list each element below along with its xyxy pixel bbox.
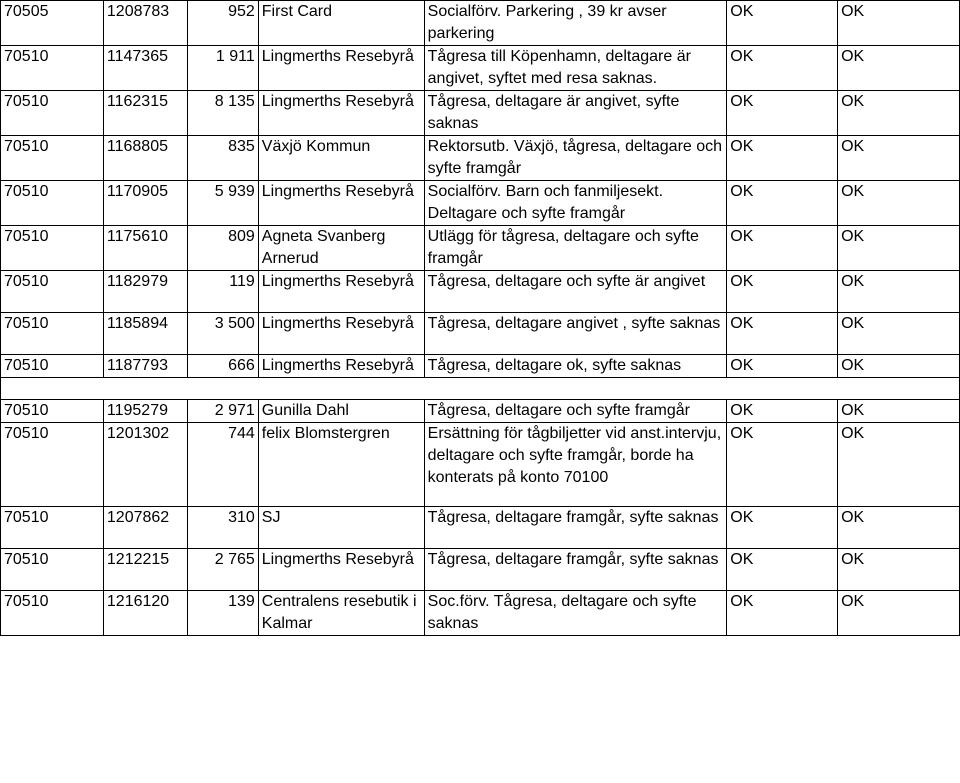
check1-cell: OK (727, 271, 838, 313)
check1-cell: OK (727, 1, 838, 46)
check2-cell: OK (838, 1, 960, 46)
spacer-cell (258, 378, 424, 400)
table-row (1, 591, 960, 636)
check1-cell: OK (727, 313, 838, 355)
check2-cell: OK (838, 226, 960, 271)
voucher-cell: 1185894 (103, 313, 187, 355)
table-row (1, 423, 960, 507)
payee-cell: Lingmerths Resebyrå (258, 355, 424, 378)
description-cell: Tågresa, deltagare angivet , syfte saknas (424, 313, 727, 355)
voucher-cell: 1201302 (103, 423, 187, 507)
amount-cell: 139 (187, 591, 258, 636)
check2-cell: OK (838, 313, 960, 355)
voucher-cell: 1187793 (103, 355, 187, 378)
check1-cell: OK (727, 423, 838, 507)
table-row (1, 271, 960, 313)
check1-cell: OK (727, 591, 838, 636)
spacer-cell (838, 378, 960, 400)
check2-cell: OK (838, 549, 960, 591)
account-cell: 70510 (1, 400, 104, 423)
check2-cell: OK (838, 91, 960, 136)
voucher-cell: 1147365 (103, 46, 187, 91)
description-cell: Tågresa, deltagare och syfte framgår (424, 400, 727, 423)
check1-cell: OK (727, 400, 838, 423)
table-row (1, 181, 960, 226)
amount-cell: 3 500 (187, 313, 258, 355)
payee-cell: First Card (258, 1, 424, 46)
account-cell: 70510 (1, 136, 104, 181)
amount-cell: 8 135 (187, 91, 258, 136)
payee-cell: Gunilla Dahl (258, 400, 424, 423)
table-row (1, 400, 960, 423)
voucher-cell: 1216120 (103, 591, 187, 636)
check1-cell: OK (727, 507, 838, 549)
amount-cell: 2 971 (187, 400, 258, 423)
payee-cell: Lingmerths Resebyrå (258, 271, 424, 313)
description-cell: Tågresa, deltagare ok, syfte saknas (424, 355, 727, 378)
spacer-cell (424, 378, 727, 400)
amount-cell: 310 (187, 507, 258, 549)
table-row (1, 91, 960, 136)
account-cell: 70510 (1, 226, 104, 271)
voucher-cell: 1182979 (103, 271, 187, 313)
voucher-cell: 1208783 (103, 1, 187, 46)
table-row (1, 549, 960, 591)
check1-cell: OK (727, 91, 838, 136)
table-row (1, 313, 960, 355)
description-cell: Socialförv. Barn och fanmiljesekt. Deltagare och syfte framgår (424, 181, 727, 226)
voucher-cell: 1170905 (103, 181, 187, 226)
amount-cell: 5 939 (187, 181, 258, 226)
account-cell: 70510 (1, 181, 104, 226)
account-cell: 70505 (1, 1, 104, 46)
table-row (1, 507, 960, 549)
account-cell: 70510 (1, 549, 104, 591)
table-row (1, 136, 960, 181)
payee-cell: Lingmerths Resebyrå (258, 46, 424, 91)
table-row (1, 226, 960, 271)
payee-cell: Lingmerths Resebyrå (258, 181, 424, 226)
check1-cell: OK (727, 46, 838, 91)
account-cell: 70510 (1, 313, 104, 355)
account-cell: 70510 (1, 46, 104, 91)
payee-cell: SJ (258, 507, 424, 549)
description-cell: Utlägg för tågresa, deltagare och syfte framgår (424, 226, 727, 271)
check2-cell: OK (838, 591, 960, 636)
amount-cell: 809 (187, 226, 258, 271)
payee-cell: Agneta Svanberg Arnerud (258, 226, 424, 271)
account-cell: 70510 (1, 423, 104, 507)
check2-cell: OK (838, 271, 960, 313)
description-cell: Soc.förv. Tågresa, deltagare och syfte saknas (424, 591, 727, 636)
payee-cell: Lingmerths Resebyrå (258, 549, 424, 591)
account-cell: 70510 (1, 271, 104, 313)
check2-cell: OK (838, 507, 960, 549)
description-cell: Tågresa, deltagare och syfte är angivet (424, 271, 727, 313)
account-cell: 70510 (1, 507, 104, 549)
description-cell: Ersättning för tågbiljetter vid anst.intervju, deltagare och syfte framgår, borde ha konterats på konto 70100 (424, 423, 727, 507)
check2-cell: OK (838, 46, 960, 91)
description-cell: Tågresa, deltagare framgår, syfte saknas (424, 549, 727, 591)
check2-cell: OK (838, 355, 960, 378)
table-row (1, 355, 960, 378)
payee-cell: Lingmerths Resebyrå (258, 91, 424, 136)
voucher-cell: 1162315 (103, 91, 187, 136)
voucher-cell: 1195279 (103, 400, 187, 423)
spacer-cell (187, 378, 258, 400)
payee-cell: Växjö Kommun (258, 136, 424, 181)
check2-cell: OK (838, 423, 960, 507)
description-cell: Rektorsutb. Växjö, tågresa, deltagare och syfte framgår (424, 136, 727, 181)
amount-cell: 835 (187, 136, 258, 181)
voucher-cell: 1207862 (103, 507, 187, 549)
check1-cell: OK (727, 355, 838, 378)
description-cell: Tågresa till Köpenhamn, deltagare är angivet, syftet med resa saknas. (424, 46, 727, 91)
voucher-cell: 1175610 (103, 226, 187, 271)
voucher-cell: 1212215 (103, 549, 187, 591)
description-cell: Tågresa, deltagare är angivet, syfte saknas (424, 91, 727, 136)
payee-cell: felix Blomstergren (258, 423, 424, 507)
account-cell: 70510 (1, 355, 104, 378)
spacer-cell (103, 378, 187, 400)
check2-cell: OK (838, 136, 960, 181)
account-cell: 70510 (1, 591, 104, 636)
amount-cell: 744 (187, 423, 258, 507)
check1-cell: OK (727, 226, 838, 271)
check2-cell: OK (838, 400, 960, 423)
amount-cell: 119 (187, 271, 258, 313)
spacer-cell (727, 378, 838, 400)
payee-cell: Lingmerths Resebyrå (258, 313, 424, 355)
check2-cell: OK (838, 181, 960, 226)
check1-cell: OK (727, 181, 838, 226)
table-row (1, 1, 960, 46)
amount-cell: 2 765 (187, 549, 258, 591)
check1-cell: OK (727, 136, 838, 181)
payee-cell: Centralens resebutik i Kalmar (258, 591, 424, 636)
amount-cell: 952 (187, 1, 258, 46)
amount-cell: 666 (187, 355, 258, 378)
voucher-cell: 1168805 (103, 136, 187, 181)
account-cell: 70510 (1, 91, 104, 136)
check1-cell: OK (727, 549, 838, 591)
description-cell: Tågresa, deltagare framgår, syfte saknas (424, 507, 727, 549)
spacer-row (1, 378, 960, 400)
table-row (1, 46, 960, 91)
description-cell: Socialförv. Parkering , 39 kr avser parkering (424, 1, 727, 46)
spacer-cell (1, 378, 104, 400)
amount-cell: 1 911 (187, 46, 258, 91)
